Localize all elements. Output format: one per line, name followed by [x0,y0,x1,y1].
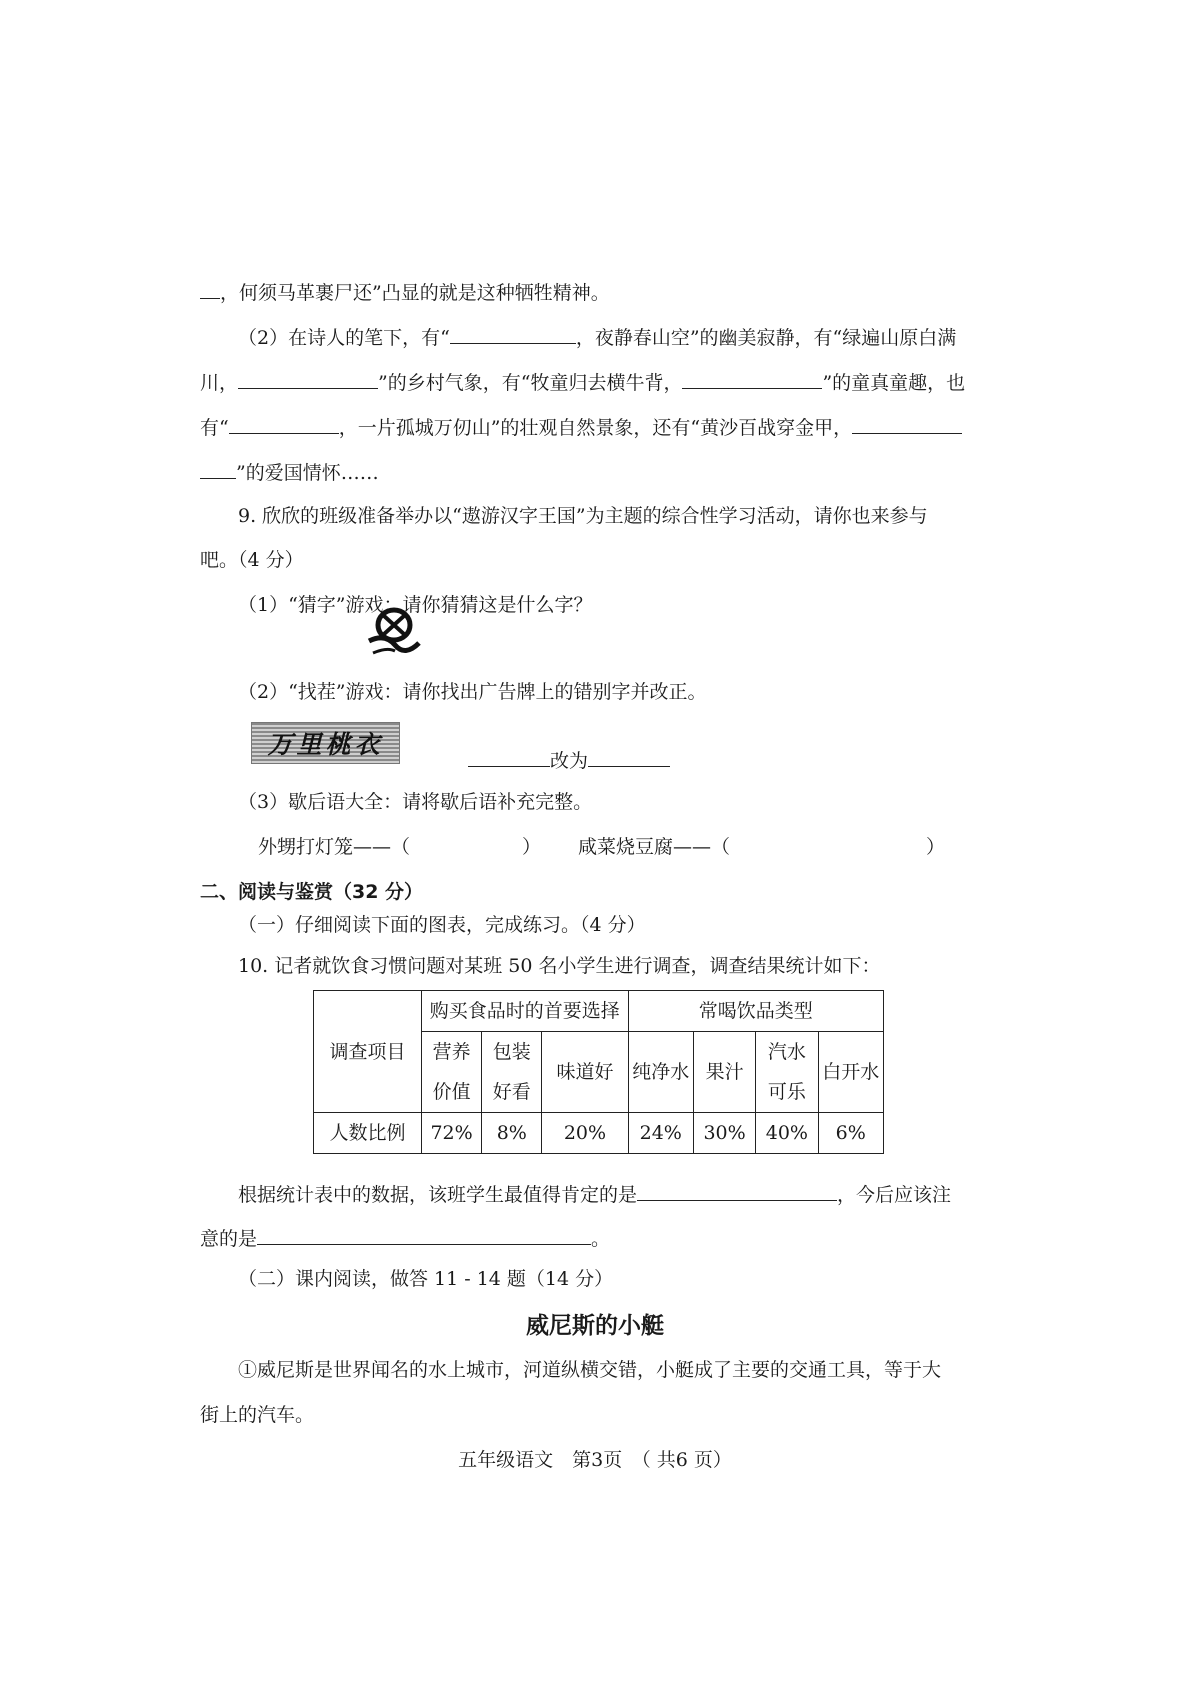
text: 与 [908,505,928,527]
column-header-cell [628,1032,693,1113]
text: 川， [200,372,239,394]
text: 改为 [550,750,589,772]
passage-paragraph-1-line-1 [238,1358,941,1382]
text: ，一片孤城万仞山”的壮观自然景象，还有“黄沙百战穿金甲， [338,417,853,439]
text: 40% [765,1122,808,1144]
text: （一）仔细阅读下面的图表，完成练习。（4 分） [238,914,646,936]
text: （1）“猜字”游戏：请你猜猜这是什么字？ [238,594,593,616]
text: 20% [563,1122,607,1144]
text: 价值 [432,1081,471,1103]
answer-blank[interactable] [200,280,220,299]
answer-blank[interactable] [238,370,378,389]
text: ） [926,836,946,858]
text: ，夜静春山空”的幽美寂静，有“绿遍山原白满 [575,327,957,349]
text: 调查项目 [329,1040,406,1063]
value-cell [693,1113,755,1154]
question-9-2 [238,680,707,704]
text: 72% [430,1122,473,1144]
text: 人数比例 [329,1122,406,1144]
column-header-cell [818,1032,883,1113]
billboard-text: 万里桃衣 [267,730,384,759]
text: 常喝饮品类型 [698,1000,813,1022]
value-cell [482,1113,542,1154]
text: 果汁 [705,1061,744,1083]
text: 威尼斯的小艇 [526,1313,664,1339]
column-header-cell [421,1032,481,1113]
passage-paragraph-1-line-2 [200,1403,314,1427]
part-1-heading [238,913,646,937]
text: 购买食品时的首要选择 [429,1000,620,1022]
text: 二、阅读与鉴赏（32 分） [200,881,424,903]
column-header-cell [756,1032,818,1113]
text: （2）在诗人的笔下，有“ [238,327,450,349]
text: 咸菜烧豆腐——（ [578,836,731,858]
question-9-3 [238,790,592,814]
correction-line [468,748,670,773]
value-cell [818,1113,883,1154]
text: 汽水 [767,1041,806,1063]
text: （3）歇后语大全：请将歇后语补充完整。 [238,791,593,813]
section-2-heading [200,880,423,904]
text: 纯净水 [632,1061,690,1083]
question-10-answer-line-1 [238,1182,951,1207]
value-cell [628,1113,693,1154]
text: （二）课内阅读，做答 11 - 14 题（14 分） [238,1268,614,1290]
text: 街上的汽车。 [200,1404,315,1426]
value-cell [421,1113,481,1154]
text: （2）“找茬”游戏：请你找出广告牌上的错别字并改正。 [238,681,707,703]
text: ”的爱国情怀…… [236,462,379,484]
text: ”的童真童趣，也 [822,372,966,394]
wrong-char-blank[interactable] [468,748,550,767]
text: 好看 [492,1081,531,1103]
text: 白开水 [822,1061,880,1083]
text: ） [522,836,542,858]
row-label-cell [314,1113,422,1154]
survey-table [313,990,884,1154]
riddle-character-image [365,603,423,661]
text: ，何须马革裹尸还”凸显的就是这种牺牲精神。 [220,282,610,304]
column-header-cell [482,1032,542,1113]
text: 根据统计表中的数据，该班学生最值得肯定的是 [238,1184,638,1206]
text: 营养 [432,1041,471,1063]
group-header-cell [628,991,883,1032]
xiehouyu-1 [258,835,410,859]
question-8-2-line-1 [238,325,956,350]
text: ，今后应该注 [837,1184,952,1206]
row-header-cell [314,991,422,1113]
text: 意的是 [200,1228,258,1250]
text: 包装 [492,1041,531,1063]
text: 。 [591,1228,611,1250]
value-cell [756,1113,818,1154]
text: 10. 记者就饮食习惯问题对某班 50 名小学生进行调查，调查结果统计如下： [238,955,881,977]
question-9-line-1 [238,504,928,528]
answer-blank[interactable] [200,460,236,479]
question-8-2-line-2 [200,370,965,395]
answer-blank[interactable] [450,325,576,344]
answer-blank[interactable] [682,370,822,389]
billboard-image [251,722,400,764]
question-10 [238,954,881,978]
answer-blank[interactable] [257,1226,591,1245]
part-2-heading [238,1267,613,1291]
text: 8% [496,1122,527,1144]
question-8-2-line-3 [200,415,962,440]
text-line [200,280,610,305]
value-cell [542,1113,628,1154]
xiehouyu-2-end [926,835,945,859]
text: ①威尼斯是世界闻名的水上城市，河道纵横交错，小艇成了主要的交通工具，等于大 [238,1359,942,1381]
page-footer [0,1448,1190,1472]
group-header-cell [421,991,628,1032]
text: ”的乡村气象，有“牧童归去横牛背， [378,372,683,394]
text: 外甥打灯笼——（ [258,836,411,858]
text: 吧。（4 分） [200,549,304,571]
text: 可乐 [767,1081,806,1103]
answer-blank[interactable] [852,415,962,434]
xiehouyu-1-end [522,835,541,859]
text: 味道好 [556,1061,614,1083]
text: 9. 欣欣的班级准备举办以“遨游汉字王国”为主题的综合性学习活动，请你也来参 [238,505,909,527]
question-9-line-2 [200,548,304,572]
answer-blank[interactable] [229,415,339,434]
text: 有“ [200,417,229,439]
answer-blank[interactable] [637,1182,837,1201]
column-header-cell [542,1032,628,1113]
text: 五年级语文 第3页 （ 共6 页） [458,1449,732,1471]
text: 30% [703,1122,746,1144]
text: 24% [639,1122,682,1144]
passage-title [0,1314,1190,1338]
correct-char-blank[interactable] [588,748,670,767]
xiehouyu-2 [578,835,730,859]
question-10-answer-line-2 [200,1226,610,1251]
text: 6% [835,1122,866,1144]
column-header-cell [693,1032,755,1113]
question-8-2-line-4 [200,460,379,485]
